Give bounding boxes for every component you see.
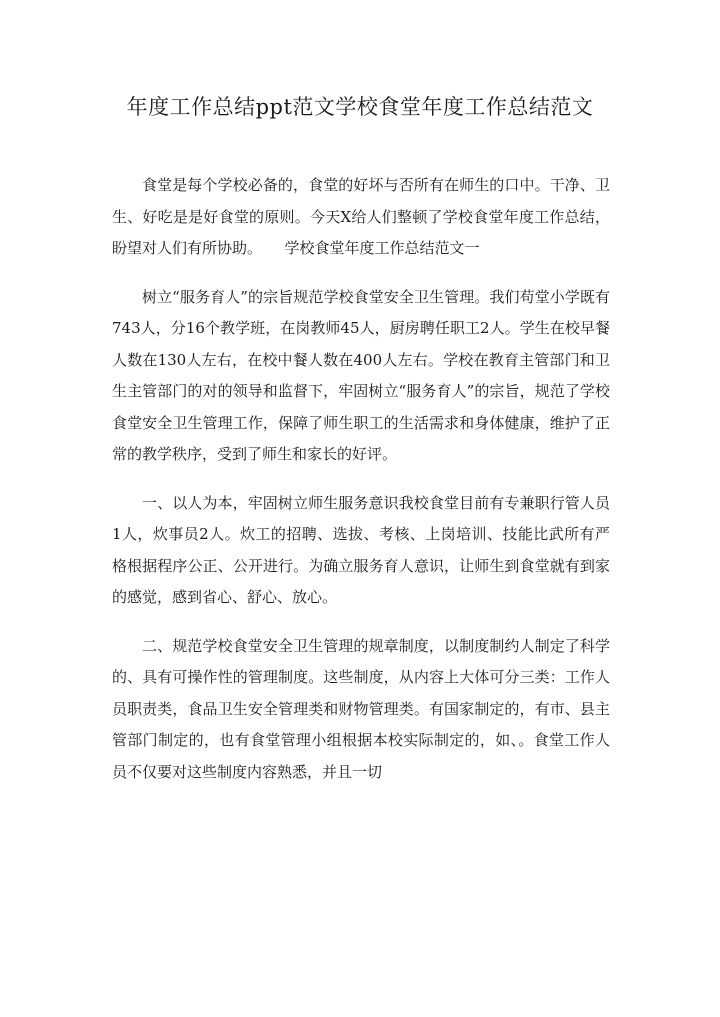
paragraph-section-one: 一、以人为本，牢固树立师生服务意识我校食堂目前有专兼职行管人员1人，炊事员2人。炊工的招聘、选拔、考核、上岗培训、技能比武所有严格根据程序公正、公开进行。为确立服务育人意识，让师生到食堂就有到家的感觉，感到省心、舒心、放心。	[112, 493, 610, 606]
document-body	[112, 170, 610, 788]
paragraph-intro: 食堂是每个学校必备的，食堂的好坏与否所有在师生的口中。干净、卫生、好吃是是好食堂的原则。今天X给人们整顿了学校食堂年度工作总结，盼望对人们有所协助。 学校食堂年度工作总结范文一	[112, 176, 610, 257]
document-title: 年度工作总结ppt范文学校食堂年度工作总结范文	[126, 95, 594, 119]
paragraph-section-two: 二、规范学校食堂安全卫生管理的规章制度，以制度制约人制定了科学的、具有可操作性的管理制度。这些制度，从内容上大体可分三类：工作人员职责类，食品卫生安全管理类和财物管理类。有国家制定的，有市、县主管部门制定的，也有食堂管理小组根据本校实际制定的，如、。食堂工作人员不仅要对这些制度内容熟悉，并且一切	[112, 636, 610, 781]
paragraph-mission: 树立“服务育人”的宗旨规范学校食堂安全卫生管理。我们苟堂小学既有743人，分16个教学班，在岗教师45人，厨房聘任职工2人。学生在校早餐人数在130人左右，在校中餐人数在400人左右。学校在教育主管部门和卫生主管部门的对的领导和监督下，牢固树立“服务育人”的宗旨，规范了学校食堂安全卫生管理工作，保障了师生职工的生活需求和身体健康，维护了正常的教学秩序，受到了师生和家长的好评。	[112, 287, 610, 463]
